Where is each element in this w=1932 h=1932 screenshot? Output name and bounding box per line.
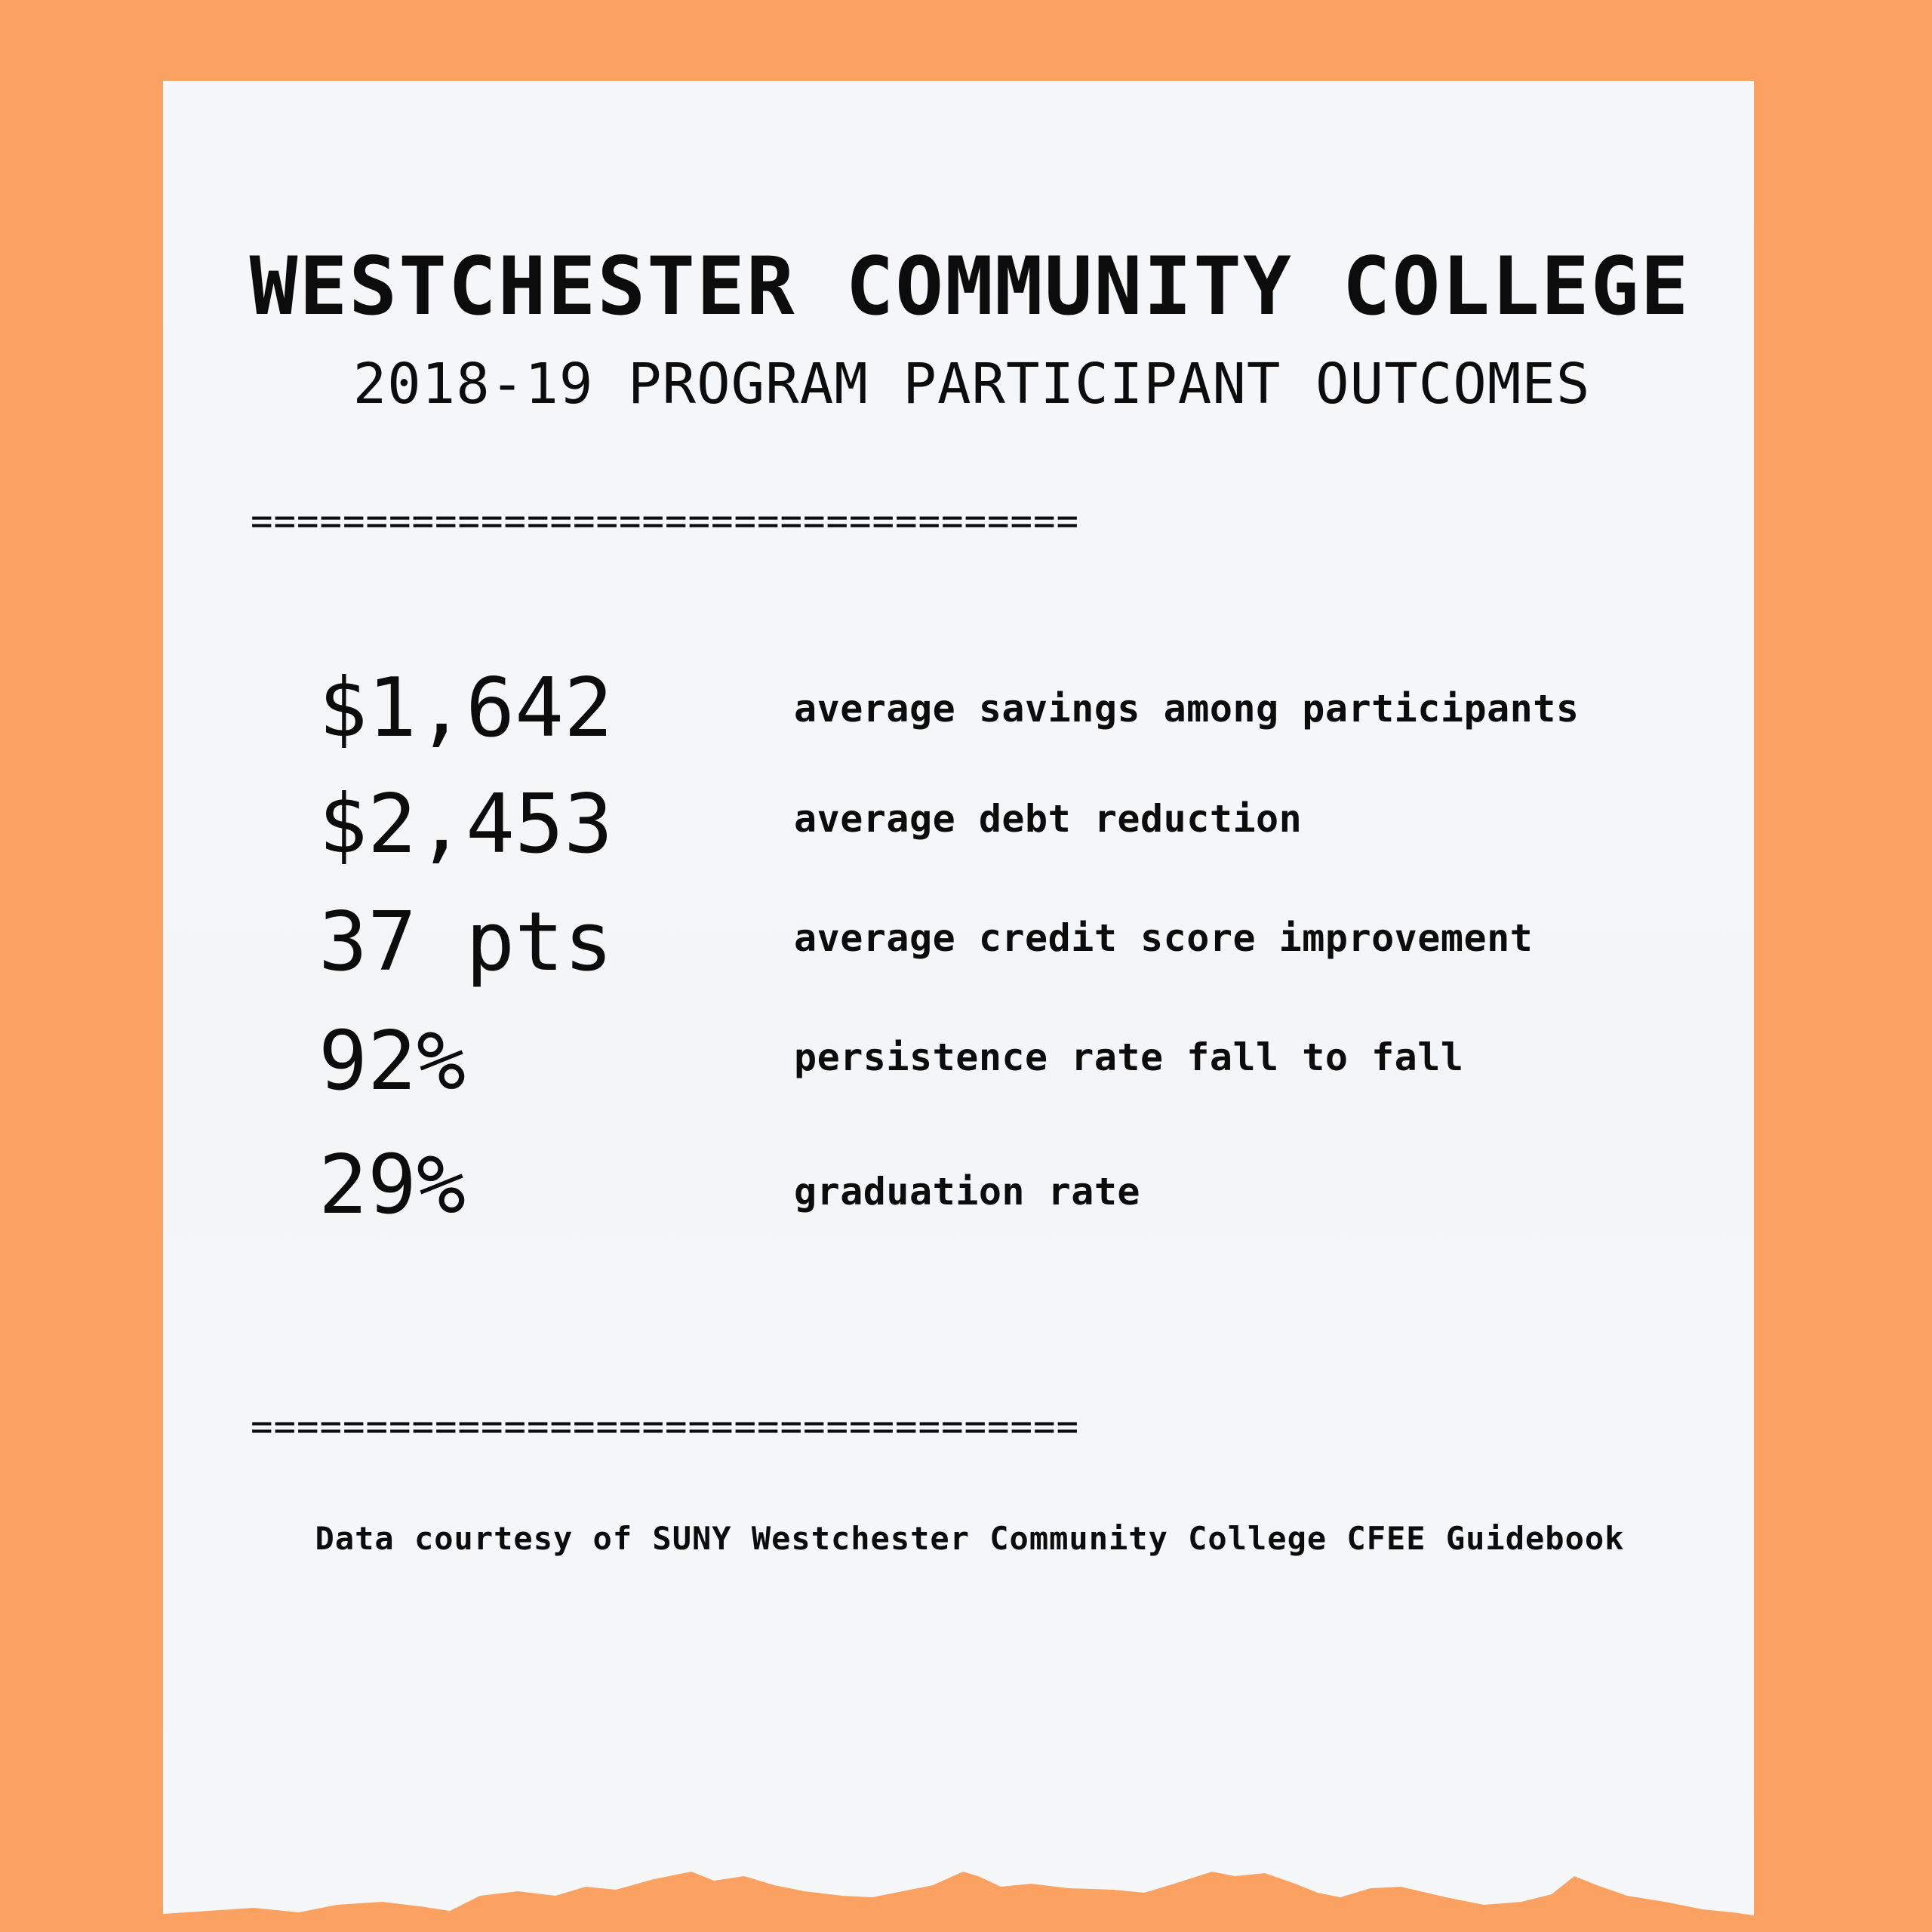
- stat-label: persistence rate fall to fall: [794, 1035, 1464, 1079]
- stat-label: average savings among participants: [794, 687, 1580, 731]
- stat-value: 29%: [318, 1138, 466, 1232]
- stat-label: average credit score improvement: [794, 916, 1534, 960]
- bottom-divider: ====================================: [251, 1405, 1080, 1448]
- stat-row-credit-score: [0, 890, 1932, 995]
- page-subtitle: 2018-19 PROGRAM PARTICIPANT OUTCOMES: [352, 352, 1591, 417]
- stat-row-debt: [0, 772, 1932, 878]
- data-source-credit: Data courtesy of SUNY Westchester Community College CFEE Guidebook: [315, 1520, 1625, 1557]
- stat-row-graduation: [0, 1133, 1932, 1238]
- stat-label: average debt reduction: [794, 797, 1303, 841]
- stat-value: $2,453: [318, 777, 614, 872]
- stat-label: graduation rate: [794, 1170, 1141, 1214]
- top-divider: ====================================: [251, 500, 1080, 543]
- stat-row-persistence: [0, 1009, 1932, 1115]
- stat-value: 92%: [318, 1014, 466, 1109]
- torn-paper-edge: [163, 1841, 1754, 1932]
- stat-value: 37 pts: [318, 895, 614, 989]
- page-title: WESTCHESTER COMMUNITY COLLEGE: [249, 240, 1690, 333]
- stat-value: $1,642: [318, 661, 614, 755]
- stat-row-savings: [0, 656, 1932, 761]
